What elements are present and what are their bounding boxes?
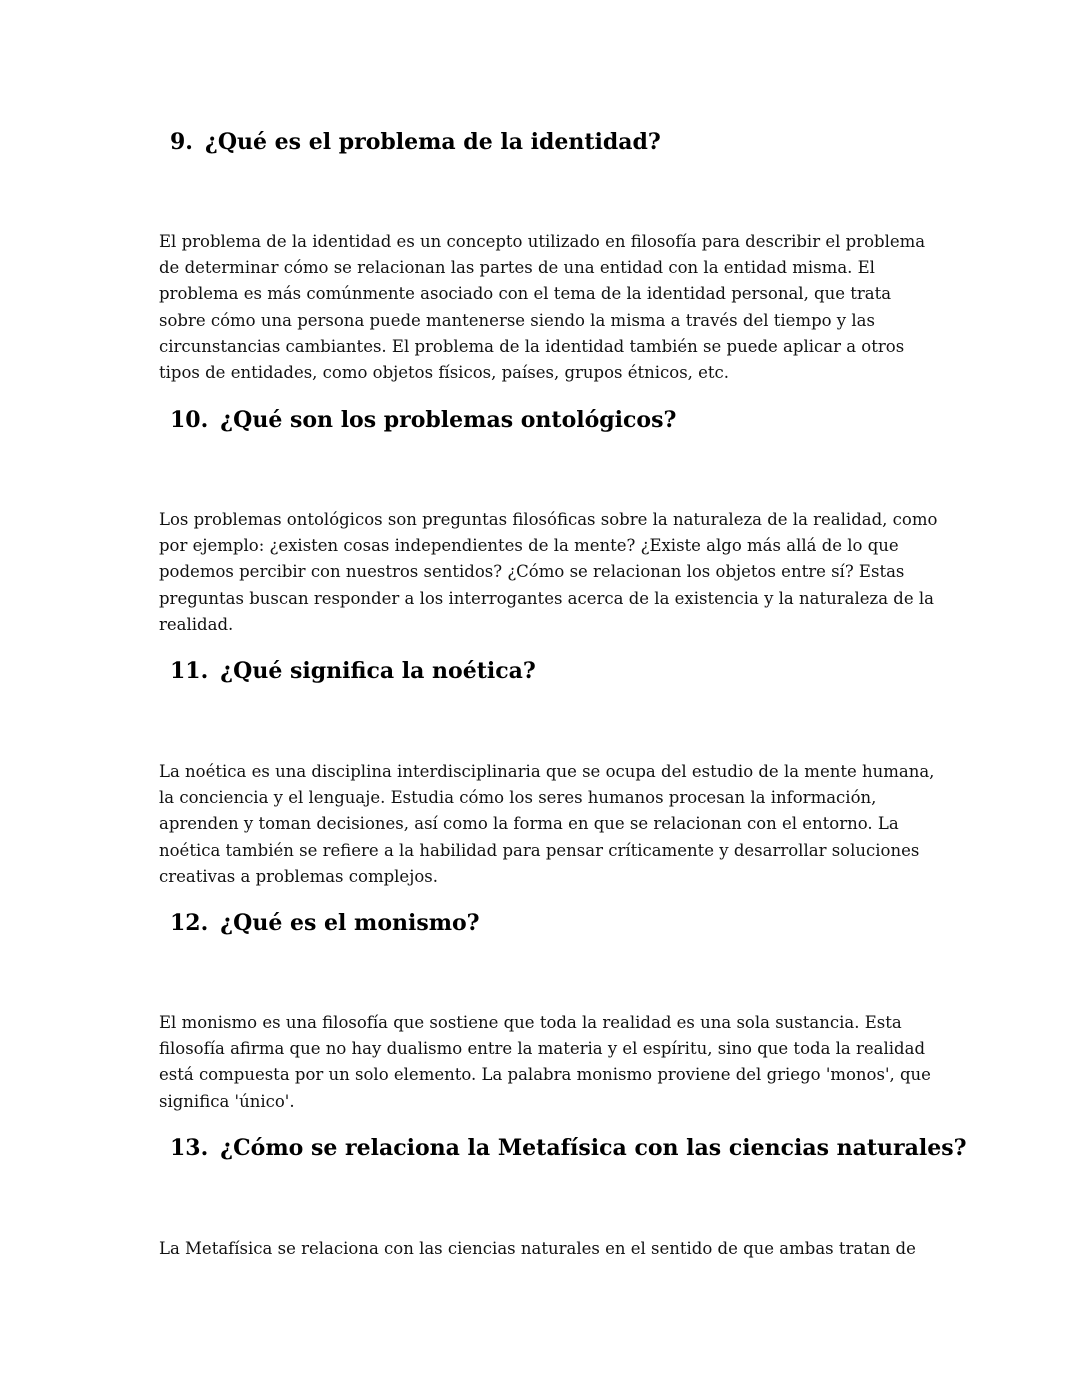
answer-line: podemos percibir con nuestros sentidos? ¿Cómo se relacionan los objetos entre sí? Estas: [159, 562, 905, 582]
answer-line: creativas a problemas complejos.: [159, 866, 438, 886]
question-text: ¿Qué es el monismo?: [220, 910, 480, 936]
answer-line: realidad.: [159, 614, 234, 634]
answer-paragraph-10: [159, 507, 949, 638]
question-number: 12.: [170, 910, 209, 936]
answer-line: El monismo es una filosofía que sostiene que toda la realidad es una sola sustancia. Esta: [159, 1013, 902, 1032]
answer-line: circunstancias cambiantes. El problema de la identidad también se puede aplicar a otros: [159, 336, 905, 356]
question-text: ¿Qué son los problemas ontológicos?: [220, 407, 677, 433]
question-text: ¿Qué es el problema de la identidad?: [204, 129, 661, 155]
answer-line: de determinar cómo se relacionan las partes de una entidad con la entidad misma. El: [159, 258, 875, 278]
answer-paragraph-9: [159, 229, 949, 386]
answer-line: problema es más comúnmente asociado con el tema de la identidad personal, que trata: [159, 284, 892, 304]
question-number: 9.: [170, 129, 193, 155]
answer-paragraph-13: [159, 1236, 949, 1262]
answer-line: Los problemas ontológicos son preguntas filosóficas sobre la naturaleza de la realidad, como: [159, 510, 938, 529]
question-text: ¿Qué significa la noética?: [220, 658, 536, 684]
answer-line: por ejemplo: ¿existen cosas independientes de la mente? ¿Existe algo más allá de lo que: [159, 536, 899, 556]
question-number: 13.: [170, 1135, 209, 1161]
question-heading-9: [170, 127, 661, 157]
question-text: ¿Cómo se relaciona la Metafísica con las ciencias naturales?: [220, 1135, 967, 1161]
answer-line: aprenden y toman decisiones, así como la forma en que se relacionan con el entorno. La: [159, 814, 899, 834]
question-number: 11.: [170, 658, 209, 684]
answer-line: sobre cómo una persona puede mantenerse siendo la misma a través del tiempo y las: [159, 310, 875, 330]
answer-paragraph-12: [159, 1010, 949, 1115]
answer-paragraph-11: [159, 759, 949, 890]
question-heading-10: [170, 405, 676, 435]
answer-line: noética también se refiere a la habilidad para pensar críticamente y desarrollar soluciones: [159, 840, 920, 860]
answer-line: tipos de entidades, como objetos físicos, países, grupos étnicos, etc.: [159, 363, 730, 383]
answer-line: filosofía afirma que no hay dualismo entre la materia y el espíritu, sino que toda la realidad: [159, 1039, 926, 1059]
answer-line: preguntas buscan responder a los interrogantes acerca de la existencia y la naturaleza de la: [159, 588, 934, 608]
answer-line: La noética es una disciplina interdisciplinaria que se ocupa del estudio de la mente humana,: [159, 762, 935, 781]
question-heading-13: [170, 1133, 967, 1163]
answer-line: significa 'único'.: [159, 1091, 295, 1111]
answer-line: la conciencia y el lenguaje. Estudia cómo los seres humanos procesan la información,: [159, 788, 877, 808]
question-heading-12: [170, 908, 480, 938]
answer-line: está compuesta por un solo elemento. La palabra monismo proviene del griego 'monos', que: [159, 1065, 931, 1085]
question-heading-11: [170, 656, 536, 686]
question-number: 10.: [170, 407, 209, 433]
answer-line: El problema de la identidad es un concepto utilizado en filosofía para describir el problema: [159, 232, 926, 251]
answer-line: La Metafísica se relaciona con las ciencias naturales en el sentido de que ambas tratan de: [159, 1239, 916, 1258]
